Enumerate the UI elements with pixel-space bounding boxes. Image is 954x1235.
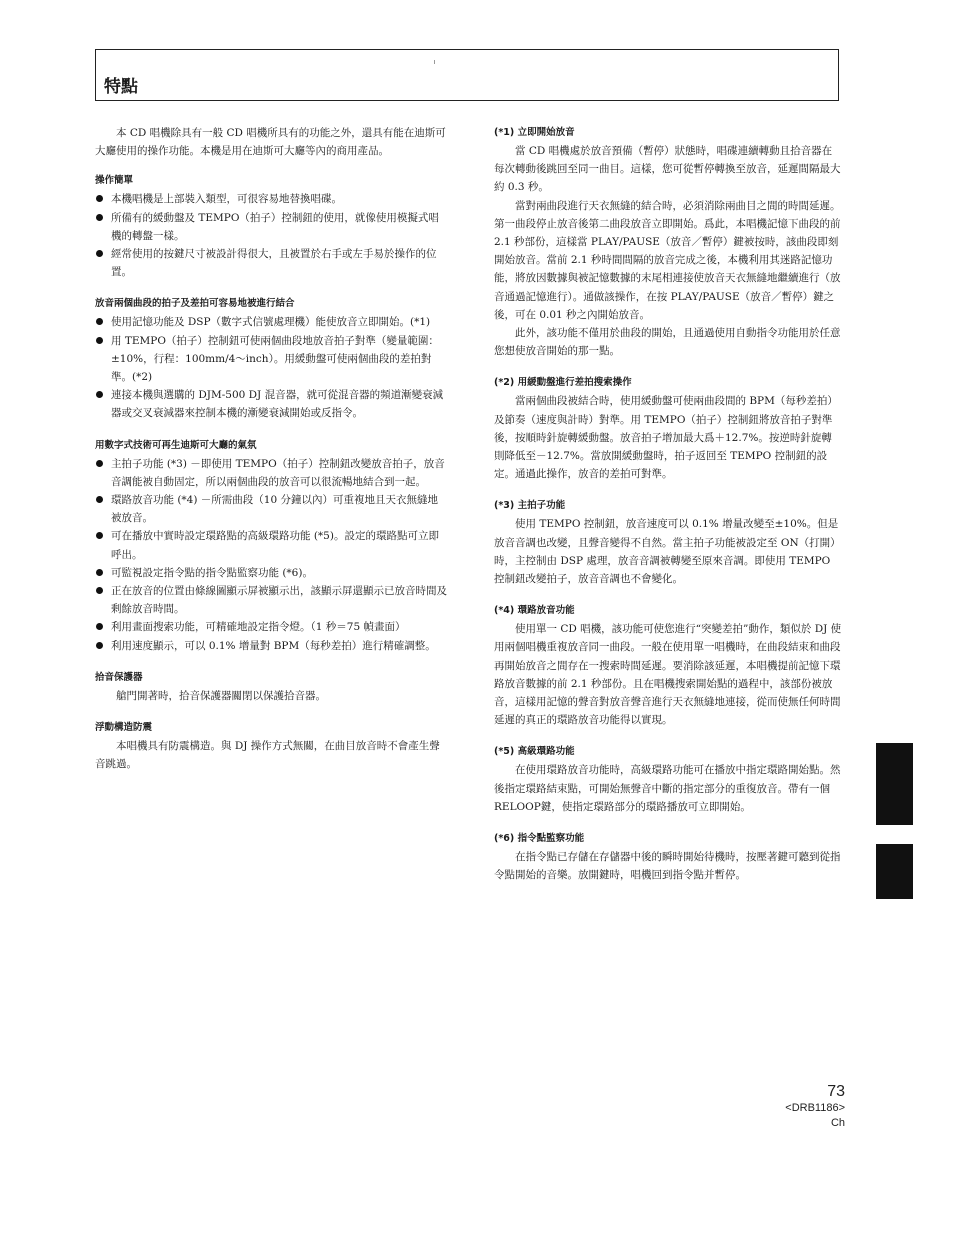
section-heading: 操作簡單 (95, 175, 134, 187)
note-heading: (*6) 指令點監察功能 (494, 833, 585, 845)
chapter-tab-lower (876, 844, 913, 899)
bullet-text: 環路放音功能 (*4) －所需曲段（10 分鐘以內）可重複地且天衣無縫地被放音。 (111, 494, 438, 525)
bullet-text: 所備有的緩動盤及 TEMPO（拍子）控制鈕的使用，就像使用模擬式唱機的轉盤一樣。 (111, 211, 439, 242)
bullet-icon (96, 460, 103, 467)
note-master-tempo (494, 497, 842, 588)
note-paragraph: 當 CD 唱機處於放音預備（暫停）狀態時，唱碟連續轉動且拾音器在每次轉動後跳回至同一曲目。這樣，您可從暫停轉換至放音，延遲間隔最大約 0.3 秒。 (494, 145, 841, 194)
bullet-item (95, 190, 447, 208)
section-heading: 拾音保護器 (95, 671, 143, 683)
left-column (95, 124, 447, 787)
section-heading: 浮動構造防震 (95, 722, 153, 734)
page-title: 特點 (104, 77, 138, 97)
intro-paragraph: 本 CD 唱機除具有一般 CD 唱機所具有的功能之外，還具有能在迪斯可大廳使用的操作功能。本機是用在迪斯可大廳等內的商用產品。 (95, 127, 446, 158)
bullet-item (95, 527, 447, 563)
section-digital-atmosphere (95, 437, 447, 655)
note-heading: (*1) 立即開始放音 (494, 127, 575, 138)
section-paragraph: 本唱機具有防震構造。與 DJ 操作方式無關，在曲目放音時不會產生聲音跳過。 (95, 740, 440, 771)
bullet-list (95, 455, 447, 655)
bullet-list (95, 313, 447, 422)
bullet-icon (96, 532, 103, 539)
bullet-icon (96, 623, 103, 630)
bullet-icon (96, 318, 103, 325)
note-instant-start (494, 124, 842, 360)
note-paragraph: 當對兩曲段進行天衣無縫的結合時，必須消除兩曲目之間的時間延遲。第一曲段停止放音後第二曲段放音立即開始。爲此，本唱機記憶下曲段的前 2.1 秒部份，這樣當 PLAY/PAUSE（放音／暫停）鍵被按時，該曲段即刻開始放音。當前 2.1 秒時間間隔的放音完成之後，本機利用其迷路記憶功能，將放因數據與被記憶數據的末尾相連接使放音天衣無縫地繼續進行（放音通過記憶進行）。通做該操作，在按 PLAY/PAUSE（放音／暫停）鍵之後，可在 0.01 秒之內開始放音。 (494, 199, 841, 321)
bullet-item (95, 491, 447, 527)
document-code: <DRB1186> (785, 1102, 845, 1114)
note-paragraph: 使用 TEMPO 控制鈕，放音速度可以 0.1% 增量改變至±10%。但是放音音調也改變，且聲音變得不自然。當主拍子功能被設定至 ON（打開）時，主控制由 DSP 處理，放音音調被轉變至原來音調。即使用 TEMPO 控制鈕改變拍子，放音音調也不會變化。 (494, 518, 841, 586)
bullet-text: 利用畫面搜索功能，可精確地設定指令燈。（1 秒＝75 幀畫面） (111, 621, 406, 634)
bullet-icon (96, 642, 103, 649)
section-beat-matching (95, 295, 447, 422)
section-pickup-protector (95, 669, 447, 705)
page-number: 73 (827, 1083, 845, 1100)
bullet-icon (96, 496, 103, 503)
bullet-item (95, 313, 447, 331)
bullet-text: 可監視設定指令點的指令點監察功能 (*6)。 (111, 566, 313, 579)
bullet-item (95, 564, 447, 582)
note-paragraph: 在指令點已存儲在存儲器中後的瞬時開始待機時，按壓著鍵可聽到從指令點開始的音樂。放開鍵時，唱機回到指令點并暫停。 (494, 851, 841, 882)
bullet-item (95, 618, 447, 636)
note-paragraph: 此外，該功能不僅用於曲段的開始，且通過使用自動指令功能用於任意您想使放音開始的那一點。 (494, 327, 841, 358)
bullet-item (95, 455, 447, 491)
bullet-icon (96, 337, 103, 344)
section-heading: 用數字式技術可再生迪斯可大廳的氣氛 (95, 439, 257, 451)
bullet-item (95, 582, 447, 618)
bullet-list (95, 190, 447, 281)
bullet-icon (96, 587, 103, 594)
bullet-icon (96, 195, 103, 202)
note-advanced-loop (494, 743, 842, 816)
bullet-text: 可在播放中實時設定環路點的高級環路功能 (*5)。設定的環路點可立即呼出。 (111, 530, 439, 561)
bullet-icon (96, 214, 103, 221)
note-jog-beat-search (494, 374, 842, 483)
note-heading: (*2) 用緩動盤進行差拍搜索操作 (494, 377, 632, 389)
note-heading: (*4) 環路放音功能 (494, 605, 575, 617)
note-heading: (*3) 主拍子功能 (494, 500, 566, 512)
section-easy-operation (95, 172, 447, 281)
bullet-text: 主拍子功能 (*3) －即使用 TEMPO（拍子）控制鈕改變放音拍子，放音音調能被自動固定，所以兩個曲段的放音可以很流暢地結合到一起。 (111, 457, 445, 488)
note-paragraph: 使用單一 CD 唱機，該功能可使您進行“突變差拍”動作，類似於 DJ 使用兩個唱機重複放音同一曲段。一般在使用單一唱機時，在曲段結束和曲段再開始放音之間存在一搜索時間延遲。要消除該延遲，本唱機提前記憶下環路放音數據的前 2.1 秒部份。且在唱機搜索開始點的過程中，該部份被放音，這樣用記憶的聲音對放音聲音進行天衣無縫地連接，從而使無任何時間延遲的真正的環路放音功能得以實現。 (494, 623, 842, 727)
right-column (494, 124, 842, 899)
bullet-item (95, 209, 447, 245)
language-code: Ch (830, 1117, 845, 1129)
bullet-item (95, 245, 447, 281)
section-paragraph: 艙門開著時，拾音保護器關閉以保護拾音器。 (116, 689, 326, 702)
bullet-text: 利用速度顯示，可以 0.1% 增量對 BPM（每秒差拍）進行精確調整。 (111, 639, 436, 652)
note-paragraph: 當兩個曲段被結合時，使用緩動盤可使兩曲段間的 BPM（每秒差拍）及節奏（速度與計時）對準。用 TEMPO（拍子）控制鈕將放音拍子對準後，按順時針旋轉緩動盤。放音拍子增加最大爲＋12.7%。按逆時針旋轉則降低至－12.7%。當放開緩動盤時，拍子返回至 TEMPO 控制鈕的設定。通過此操作，放音的差拍可對準。 (494, 395, 838, 481)
chapter-tab-upper (876, 743, 913, 825)
note-paragraph: 在使用環路放音功能時，高級環路功能可在播放中指定環路開始點。然後指定環路結束點，可開始無聲音中斷的指定部分的重復放音。帶有一個RELOOP鍵，使指定環路部分的環路播放可立即開始。 (494, 764, 841, 813)
bullet-text: 用 TEMPO（拍子）控制鈕可使兩個曲段地放音拍子對準（變量範圍：±10%，行程：100mm/4～inch）。用緩動盤可使兩個曲段的差拍對準。(*2) (111, 334, 439, 384)
bullet-text: 連接本機與選購的 DJM-500 DJ 混音器，就可從混音器的頻道漸變衰減器或交叉衰減器來控制本機的漸變衰減開始或反指令。 (111, 389, 444, 420)
bullet-icon (96, 569, 103, 576)
section-shockproof (95, 719, 447, 773)
bullet-icon (96, 391, 103, 398)
bullet-item (95, 332, 447, 387)
note-heading: (*5) 高級環路功能 (494, 746, 575, 758)
bullet-item (95, 386, 447, 422)
bullet-text: 經常使用的按鍵尺寸被設計得很大，且被置於右手或左手易於操作的位置。 (111, 248, 437, 279)
bullet-text: 正在放音的位置由條線圖顯示屏被顯示出，該顯示屏還顯示已放音時間及剩餘放音時間。 (111, 585, 447, 616)
section-heading: 放音兩個曲段的拍子及差拍可容易地被進行結合 (95, 298, 295, 310)
note-loop-play (494, 602, 842, 729)
page-footer (785, 1083, 845, 1130)
note-cue-monitor (494, 830, 842, 884)
bullet-item (95, 637, 447, 655)
bullet-text: 使用記憶功能及 DSP（數字式信號處理機）能使放音立即開始。(*1) (111, 316, 431, 329)
bullet-text: 本機唱機是上部裝入類型，可很容易地替換唱碟。 (111, 193, 342, 206)
title-box (95, 49, 839, 101)
bullet-icon (96, 250, 103, 257)
